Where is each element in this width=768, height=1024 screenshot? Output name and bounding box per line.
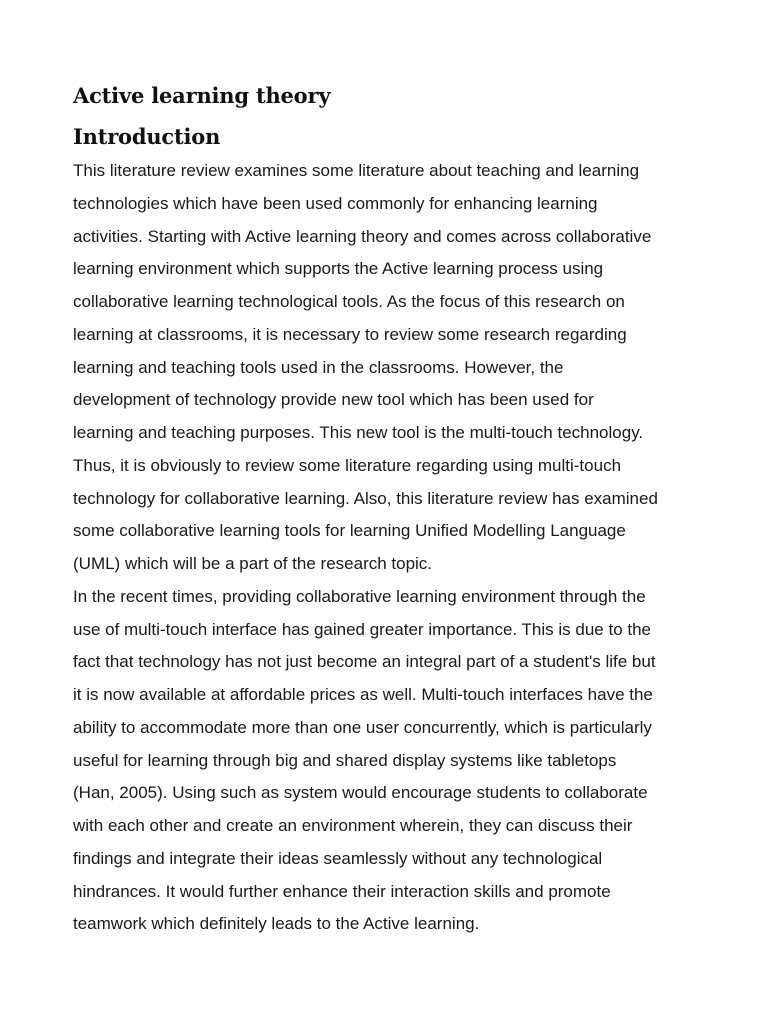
paragraph-line: findings and integrate their ideas seamlessly without any technological <box>73 848 603 868</box>
paragraph-2 <box>73 581 703 941</box>
paragraph-line: development of technology provide new tool which has been used for <box>73 390 594 410</box>
document-body <box>73 80 703 941</box>
paragraph-1 <box>73 155 703 581</box>
paragraph-line: This literature review examines some literature about teaching and learning <box>73 161 640 180</box>
paragraph-line: teamwork which definitely leads to the Active learning. <box>73 914 480 934</box>
document-title: Active learning theory <box>73 83 331 108</box>
paragraph-line: with each other and create an environment wherein, they can discuss their <box>73 816 633 835</box>
paragraph-line: collaborative learning technological tools. As the focus of this research on <box>73 292 625 311</box>
paragraph-line: learning and teaching tools used in the classrooms. However, the <box>73 357 564 377</box>
paragraph-line: ability to accommodate more than one user concurrently, which is particularly <box>73 717 652 737</box>
paragraph-line: (Han, 2005). Using such as system would encourage students to collaborate <box>73 783 648 803</box>
paragraph-line: learning environment which supports the Active learning process using <box>73 259 604 279</box>
paragraph-line: technologies which have been used commonly for enhancing learning <box>73 193 598 213</box>
paragraph-line: it is now available at affordable prices as well. Multi-touch interfaces have the <box>73 685 653 704</box>
paragraph-line: Thus, it is obviously to review some literature regarding using multi-touch <box>73 455 622 475</box>
paragraph-line: some collaborative learning tools for learning Unified Modelling Language <box>73 521 626 541</box>
paragraph-line: technology for collaborative learning. Also, this literature review has examined <box>73 488 658 508</box>
paragraph-line: activities. Starting with Active learning theory and comes across collaborative <box>73 226 652 246</box>
paragraph-line: use of multi-touch interface has gained greater importance. This is due to the <box>73 619 652 639</box>
paragraph-line: learning at classrooms, it is necessary to review some research regarding <box>73 324 627 344</box>
paragraph-line: hindrances. It would further enhance their interaction skills and promote <box>73 881 611 901</box>
paragraph-line: (UML) which will be a part of the research topic. <box>73 554 433 573</box>
paragraph-line: fact that technology has not just become an integral part of a student's life but <box>73 652 656 672</box>
paragraph-line: In the recent times, providing collaborative learning environment through the <box>73 586 646 606</box>
paragraph-line: useful for learning through big and shared display systems like tabletops <box>73 750 617 770</box>
paragraph-line: learning and teaching purposes. This new tool is the multi-touch technology. <box>73 423 644 442</box>
section-heading-introduction: Introduction <box>73 124 221 149</box>
